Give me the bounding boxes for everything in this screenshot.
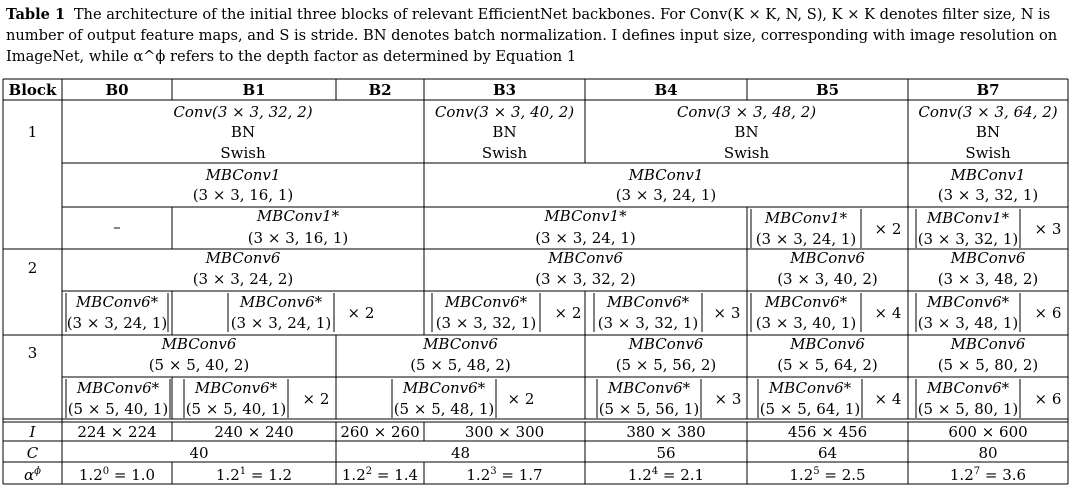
mbconv1-star-b5-params: (3 × 3, 24, 1): [755, 230, 857, 248]
mbconv6-b3-b4-params: (3 × 3, 32, 2): [535, 270, 636, 288]
mbconv6-b0-b1-params: (5 × 5, 40, 2): [148, 356, 250, 374]
mbconv6-star-b7-multiplier: × 6: [1034, 390, 1062, 408]
mbconv1-b7-op: MBConv1: [950, 166, 1026, 184]
mbconv6-star-b5-op: MBConv6*: [768, 379, 852, 397]
mbconv6-star-b0-op: MBConv6*: [76, 379, 160, 397]
mbconv6-star-b2-b3-op: MBConv6*: [402, 379, 486, 397]
mbconv1-star-b7-op: MBConv1*: [926, 209, 1010, 227]
mbconv6-star-b3-multiplier: × 2: [554, 304, 582, 322]
mbconv6-b0-b1-op: MBConv6: [161, 335, 237, 353]
header-b3: B3: [492, 81, 517, 99]
header-b2: B2: [368, 81, 392, 99]
mbconv6-star-b1-op: MBConv6*: [194, 379, 278, 397]
mbconv6-b0-b2-op: MBConv6: [205, 249, 281, 267]
mbconv1-star-b1-b2-op: MBConv1*: [256, 207, 340, 225]
row-label-input-size: I: [29, 423, 36, 441]
stem-b3-op: Conv(3 × 3, 40, 2): [434, 103, 575, 121]
header-b5: B5: [815, 81, 840, 99]
mbconv1-b3-b5-op: MBConv1: [628, 166, 704, 184]
mbconv6-star-b0-params: (3 × 3, 24, 1): [66, 314, 168, 332]
mbconv6-b5-op: MBConv6: [790, 249, 865, 267]
channel-value: 48: [450, 444, 471, 462]
mbconv6-b4-op: MBConv6: [628, 335, 704, 353]
stem-b4-b5-op: Conv(3 × 3, 48, 2): [676, 103, 817, 121]
mbconv6-star-b2-b3-params: (5 × 5, 48, 1): [393, 400, 495, 418]
mbconv6-b7-op: MBConv6: [950, 249, 1026, 267]
mbconv6-b5-params: (3 × 3, 40, 2): [777, 270, 878, 288]
mbconv1-star-b7-params: (3 × 3, 32, 1): [917, 230, 1019, 248]
mbconv6-star-b4-params: (5 × 5, 56, 1): [598, 400, 700, 418]
mbconv6-b5-params: (5 × 5, 64, 2): [777, 356, 878, 374]
mbconv6-star-b1-multiplier: × 2: [302, 390, 330, 408]
stem-b7-params: BN: [975, 123, 1001, 141]
row-label-depth-factor: $\alpha^\phi$: [24, 466, 41, 484]
stem-b4-b5-params: BN: [734, 123, 759, 141]
mbconv6-star-b7-params: (3 × 3, 48, 1): [917, 314, 1019, 332]
mbconv6-b7-params: (5 × 5, 80, 2): [937, 356, 1039, 374]
mbconv6-star-b7-op: MBConv6*: [926, 379, 1010, 397]
depth-factor-value: $1.2^0 = 1.0$: [78, 466, 156, 484]
stem-b0-b2-params: BN: [230, 123, 256, 141]
mbconv6-star-b5-params: (5 × 5, 64, 1): [759, 400, 861, 418]
channel-value: 40: [189, 444, 209, 462]
input-size-value: 260 × 260: [340, 423, 420, 441]
header-block: Block: [8, 81, 57, 99]
stem-b0-b2-op: Conv(3 × 3, 32, 2): [173, 103, 313, 121]
depth-factor-value: $1.2^5 = 2.5$: [789, 466, 866, 484]
mbconv6-b3-b4-op: MBConv6: [548, 249, 623, 267]
mbconv6-star-b7-multiplier: × 6: [1034, 304, 1062, 322]
block-label: 1: [27, 123, 38, 141]
mbconv6-star-b5-multiplier: × 4: [874, 390, 902, 408]
mbconv1-b7-params: (3 × 3, 32, 1): [937, 186, 1039, 204]
stem-b3-params: Swish: [481, 144, 528, 162]
stem-b7-op: Conv(3 × 3, 64, 2): [918, 103, 1058, 121]
mbconv6-b7-params: (3 × 3, 48, 2): [937, 270, 1039, 288]
input-size-value: 224 × 224: [77, 423, 157, 441]
mbconv6-star-b5-params: (3 × 3, 40, 1): [755, 314, 857, 332]
mbconv1-star-b1-b2-params: (3 × 3, 16, 1): [247, 229, 349, 247]
mbconv1-b0-b2-op: MBConv1: [205, 166, 281, 184]
channel-value: 64: [817, 444, 838, 462]
mbconv6-star-b3-op: MBConv6*: [444, 293, 528, 311]
mbconv6-star-b0-op: MBConv6*: [75, 293, 159, 311]
channel-value: 56: [656, 444, 676, 462]
mbconv1-star-b5-multiplier: × 2: [874, 220, 902, 238]
input-size-value: 600 × 600: [948, 423, 1028, 441]
mbconv1-star-b3-b4-op: MBConv1*: [544, 207, 627, 225]
mbconv6-star-b1-b2-params: (3 × 3, 24, 1): [230, 314, 332, 332]
header-b4: B4: [654, 81, 678, 99]
block-label: 3: [27, 344, 38, 362]
block-label: 2: [27, 259, 38, 277]
stem-b4-b5-params: Swish: [723, 144, 770, 162]
mbconv6-star-b5-op: MBConv6*: [764, 293, 848, 311]
mbconv6-b0-b2-params: (3 × 3, 24, 2): [192, 270, 294, 288]
mbconv6-star-b4-op: MBConv6*: [606, 293, 690, 311]
mbconv6-b2-b3-op: MBConv6: [423, 335, 498, 353]
caption-text: The architecture of the initial three blocks of relevant EfficientNet backbones. For Conv(K × K, N, S), K × K denotes filter size, N is number of output feature maps, and S is stride. BN denotes batch normalization. I defines input size, corresponding with image resolution on ImageNet, while α^ϕ refers to the depth factor as determined by Equation 1: [6, 6, 1058, 65]
mbconv6-star-b5-multiplier: × 4: [874, 304, 902, 322]
mbconv1-b3-b5-params: (3 × 3, 24, 1): [615, 186, 717, 204]
mbconv6-star-b3-params: (3 × 3, 32, 1): [435, 314, 537, 332]
mbconv1-star-b5-op: MBConv1*: [764, 209, 848, 227]
depth-factor-value: $1.2^7 = 3.6$: [949, 466, 1027, 484]
input-size-value: 456 × 456: [787, 423, 868, 441]
depth-factor-value: $1.2^4 = 2.1$: [627, 466, 705, 484]
mbconv1-star-b3-b4-params: (3 × 3, 24, 1): [535, 229, 636, 247]
mbconv6-star-b4-params: (3 × 3, 32, 1): [597, 314, 699, 332]
depth-factor-value: $1.2^3 = 1.7$: [466, 466, 543, 484]
mbconv6-star-b7-params: (5 × 5, 80, 1): [917, 400, 1019, 418]
mbconv6-star-b7-op: MBConv6*: [926, 293, 1010, 311]
header-b1: B1: [242, 81, 266, 99]
mbconv6-star-b4-multiplier: × 3: [713, 304, 741, 322]
header-b7: B7: [976, 81, 1000, 99]
mbconv6-star-b1-params: (5 × 5, 40, 1): [185, 400, 287, 418]
mbconv6-star-b4-op: MBConv6*: [607, 379, 691, 397]
mbconv6-star-b1-b2-op: MBConv6*: [239, 293, 323, 311]
mbconv6-b2-b3-params: (5 × 5, 48, 2): [410, 356, 511, 374]
mbconv6-star-b1-b2-multiplier: × 2: [347, 304, 375, 322]
stem-b3-params: BN: [492, 123, 517, 141]
mbconv6-b5-op: MBConv6: [790, 335, 865, 353]
mbconv6-b7-op: MBConv6: [950, 335, 1026, 353]
input-size-value: 380 × 380: [626, 423, 706, 441]
depth-factor-value: $1.2^1 = 1.2$: [215, 466, 293, 484]
empty-cell-dash: –: [113, 218, 121, 236]
caption-label: Table 1: [6, 6, 66, 23]
stem-b0-b2-params: Swish: [220, 144, 266, 162]
depth-factor-value: $1.2^2 = 1.4$: [341, 466, 419, 484]
header-b0: B0: [105, 81, 129, 99]
mbconv1-star-b7-multiplier: × 3: [1034, 220, 1062, 238]
stem-b7-params: Swish: [965, 144, 1011, 162]
input-size-value: 300 × 300: [464, 423, 545, 441]
mbconv6-b4-params: (5 × 5, 56, 2): [615, 356, 717, 374]
row-label-channels: C: [26, 444, 39, 462]
mbconv1-b0-b2-params: (3 × 3, 16, 1): [192, 186, 294, 204]
mbconv6-star-b4-multiplier: × 3: [714, 390, 742, 408]
mbconv6-star-b2-b3-multiplier: × 2: [507, 390, 535, 408]
mbconv6-star-b0-params: (5 × 5, 40, 1): [67, 400, 169, 418]
input-size-value: 240 × 240: [214, 423, 294, 441]
channel-value: 80: [978, 444, 998, 462]
